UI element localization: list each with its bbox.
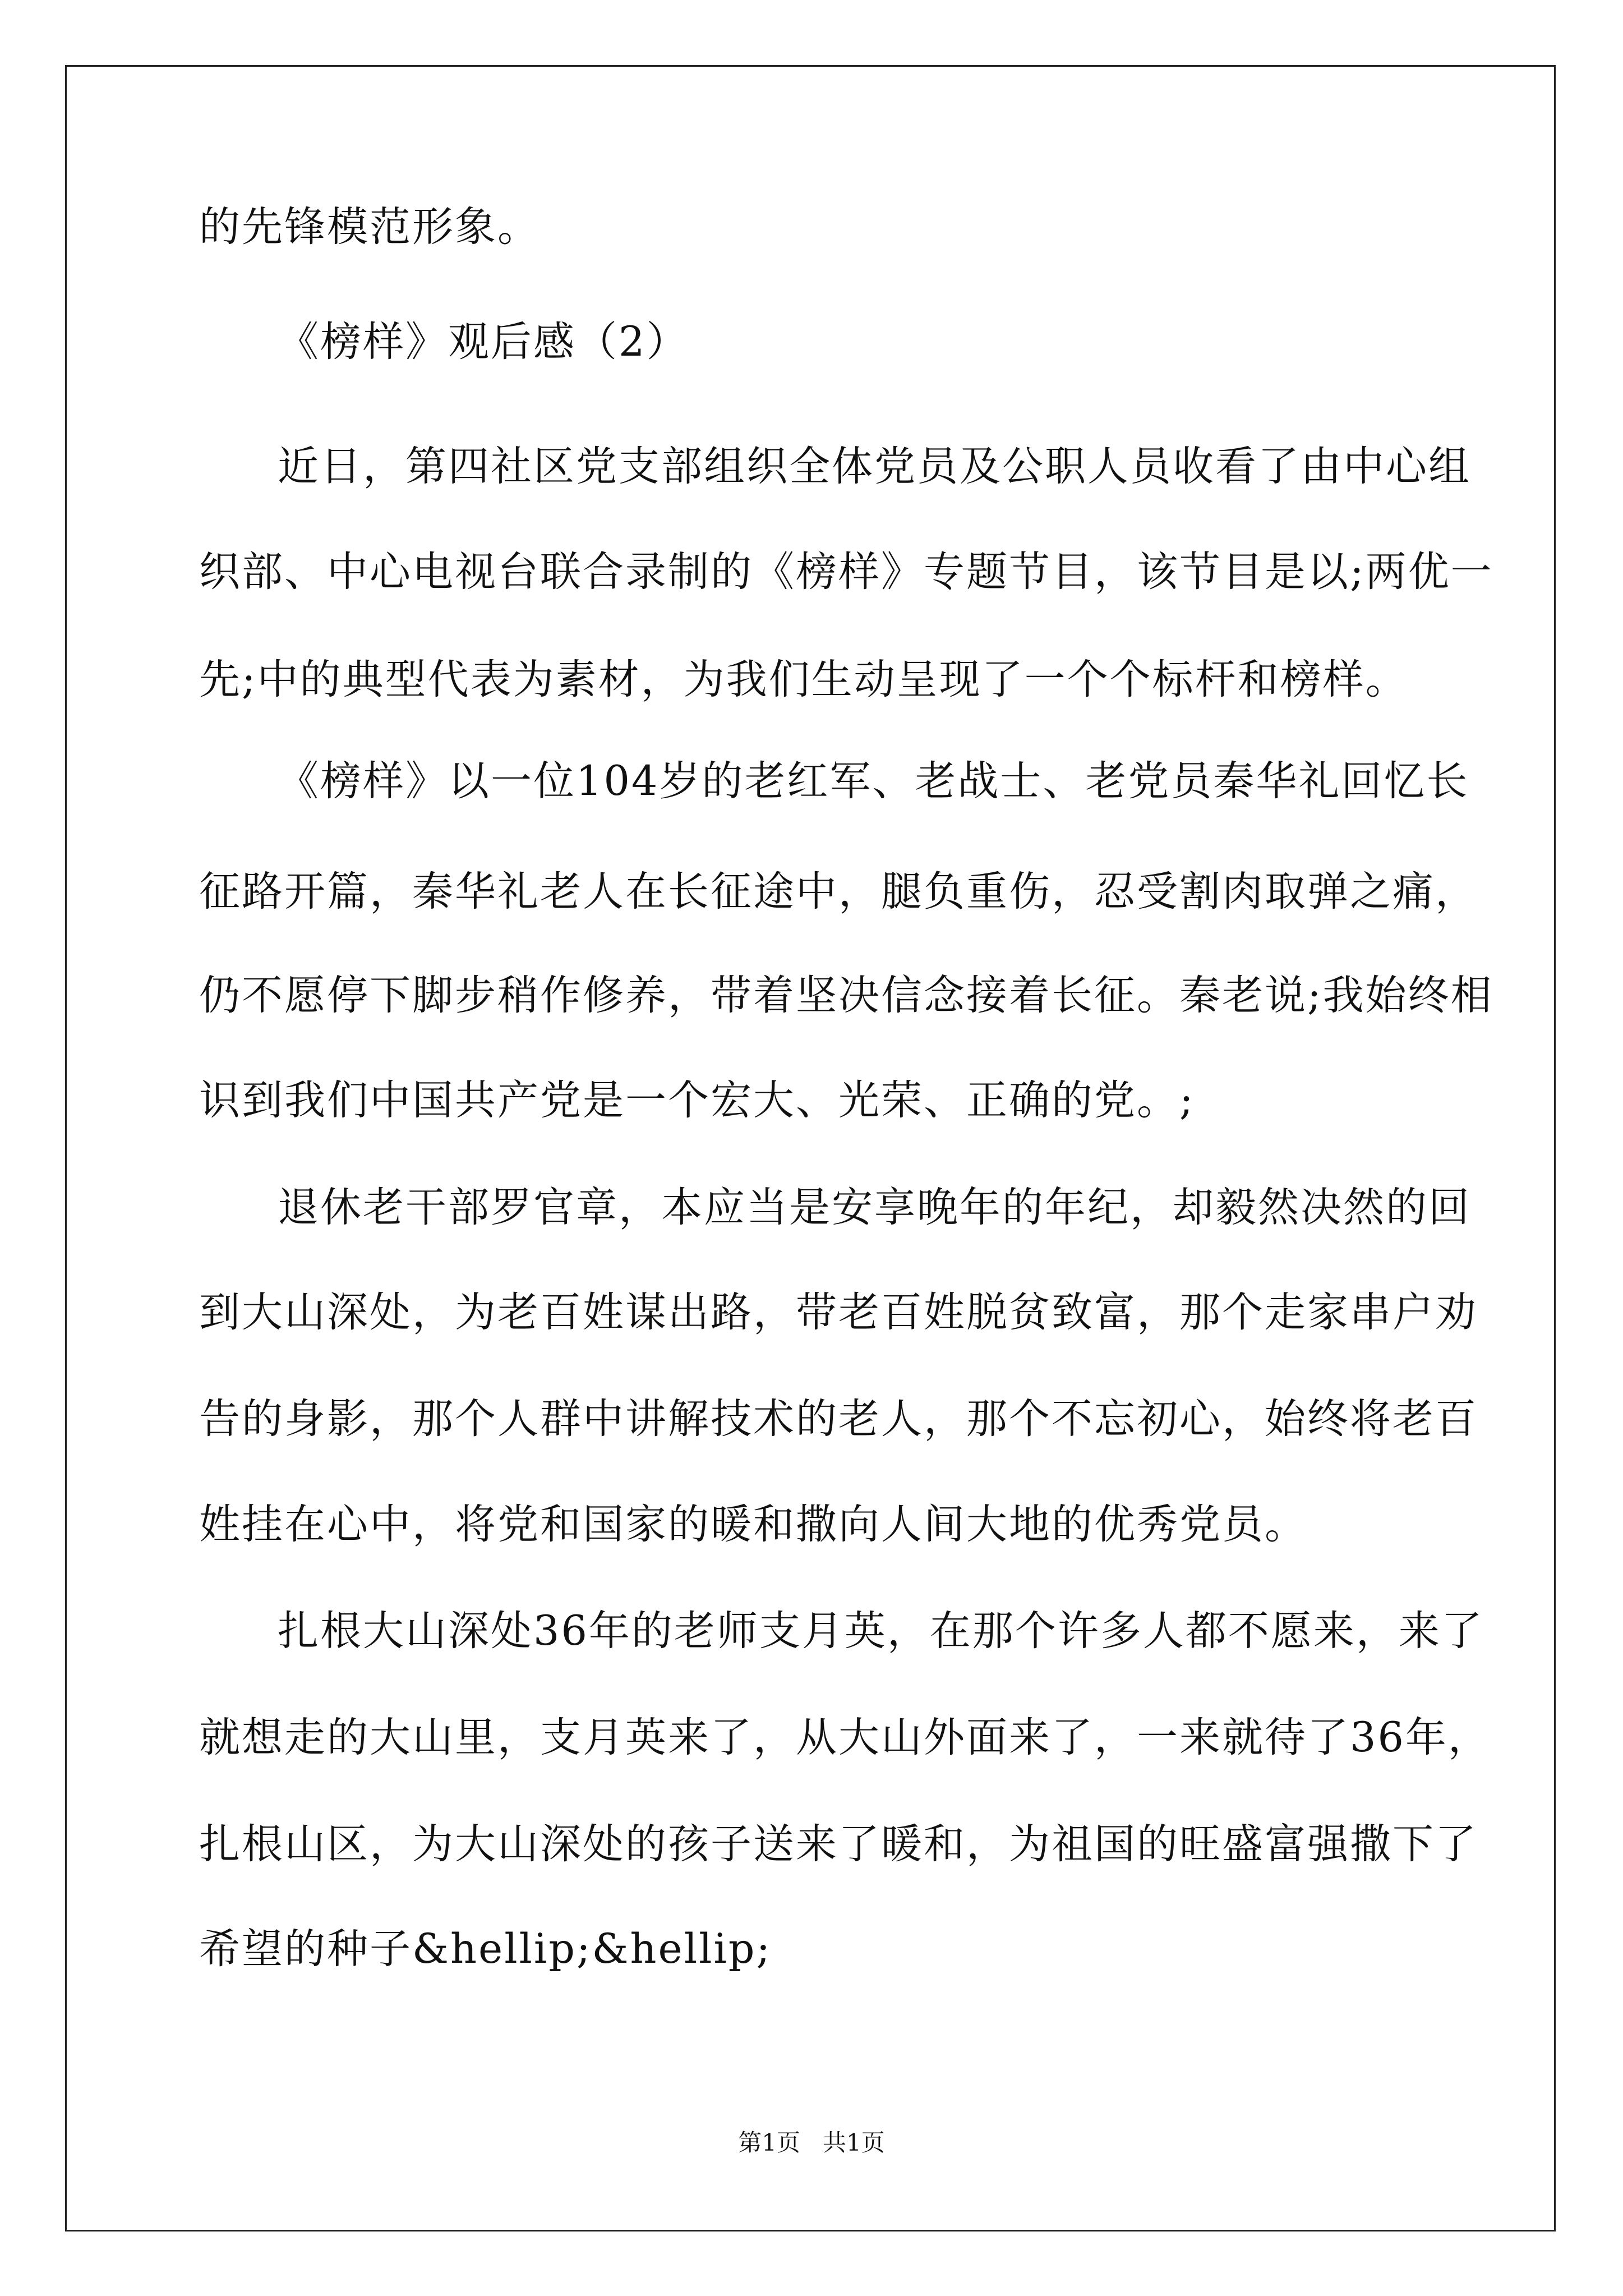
text-line: 希望的种子&hellip;&hellip;	[199, 1925, 772, 1973]
text-line: 扎根山区，为大山深处的孩子送来了暖和，为祖国的旺盛富强撒下了	[199, 1820, 1478, 1868]
text-line: 就想走的大山里，支月英来了，从大山外面来了，一来就待了36年，	[199, 1714, 1491, 1761]
text-line: 织部、中心电视台联合录制的《榜样》专题节目，该节目是以;两优一	[199, 548, 1493, 596]
page-footer: 第1页 共1页	[738, 2129, 885, 2156]
text-line: 先;中的典型代表为素材，为我们生动呈现了一个个标杆和榜样。	[199, 656, 1408, 703]
text-line: 扎根大山深处36年的老师支月英，在那个许多人都不愿来，来了	[278, 1607, 1484, 1655]
section-heading: 《榜样》观后感（2）	[278, 318, 689, 366]
text-line: 近日，第四社区党支部组织全体党员及公职人员收看了由中心组	[278, 443, 1471, 490]
text-line: 仍不愿停下脚步稍作修养，带着坚决信念接着长征。秦老说;我始终相	[199, 972, 1493, 1019]
text-line: 告的身影，那个人群中讲解技术的老人，那个不忘初心，始终将老百	[199, 1395, 1478, 1443]
text-line: 《榜样》以一位104岁的老红军、老战士、老党员秦华礼回忆长	[278, 757, 1469, 805]
page-border	[65, 65, 1556, 2231]
text-line: 的先锋模范形象。	[199, 203, 540, 251]
text-line: 征路开篇，秦华礼老人在长征途中，腿负重伤，忍受割肉取弹之痛，	[199, 868, 1478, 915]
text-line: 识到我们中国共产党是一个宏大、光荣、正确的党。;	[199, 1076, 1195, 1124]
text-line: 到大山深处，为老百姓谋出路，带老百姓脱贫致富，那个走家串户劝	[199, 1289, 1478, 1336]
text-line: 姓挂在心中，将党和国家的暖和撒向人间大地的优秀党员。	[199, 1501, 1307, 1548]
text-line: 退休老干部罗官章，本应当是安享晚年的年纪，却毅然决然的回	[278, 1184, 1471, 1231]
